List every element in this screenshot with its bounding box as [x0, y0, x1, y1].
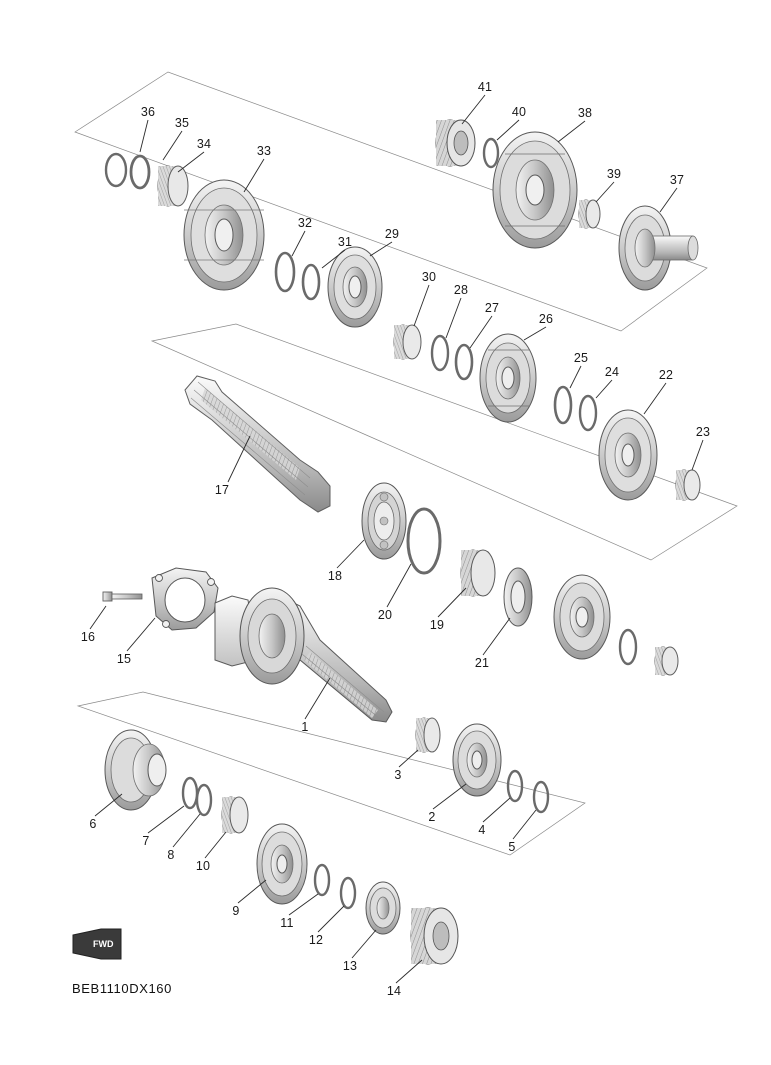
callout-20: 20: [377, 608, 393, 622]
callout-2: 2: [428, 810, 436, 824]
callout-39: 39: [606, 167, 622, 181]
callout-17: 17: [214, 483, 230, 497]
callout-38: 38: [577, 106, 593, 120]
callout-26: 26: [538, 312, 554, 326]
callout-7: 7: [142, 834, 150, 848]
callout-41: 41: [477, 80, 493, 94]
callout-36: 36: [140, 105, 156, 119]
callout-6: 6: [89, 817, 97, 831]
callout-15: 15: [116, 652, 132, 666]
callout-28: 28: [453, 283, 469, 297]
callout-18: 18: [327, 569, 343, 583]
callout-33: 33: [256, 144, 272, 158]
callout-24: 24: [604, 365, 620, 379]
callout-12: 12: [308, 933, 324, 947]
fwd-direction-icon: [71, 927, 123, 961]
callout-4: 4: [478, 823, 486, 837]
fwd-label: FWD: [93, 939, 114, 949]
callout-21: 21: [474, 656, 490, 670]
callout-35: 35: [174, 116, 190, 130]
callout-5: 5: [508, 840, 516, 854]
callout-25: 25: [573, 351, 589, 365]
callout-11: 11: [280, 916, 294, 930]
diagram-part-number: BEB1110DX160: [72, 981, 172, 996]
callout-31: 31: [337, 235, 353, 249]
callout-10: 10: [195, 859, 211, 873]
callout-1: 1: [301, 720, 309, 734]
callout-8: 8: [167, 848, 175, 862]
callout-40: 40: [511, 105, 527, 119]
callout-19: 19: [429, 618, 445, 632]
callout-32: 32: [297, 216, 313, 230]
callout-13: 13: [342, 959, 358, 973]
callout-3: 3: [394, 768, 402, 782]
callout-34: 34: [196, 137, 212, 151]
callout-29: 29: [384, 227, 400, 241]
callout-37: 37: [669, 173, 685, 187]
callout-23: 23: [695, 425, 711, 439]
callout-22: 22: [658, 368, 674, 382]
callout-27: 27: [484, 301, 500, 315]
callout-30: 30: [421, 270, 437, 284]
callout-16: 16: [80, 630, 96, 644]
callout-9: 9: [232, 904, 240, 918]
callout-14: 14: [386, 984, 402, 998]
